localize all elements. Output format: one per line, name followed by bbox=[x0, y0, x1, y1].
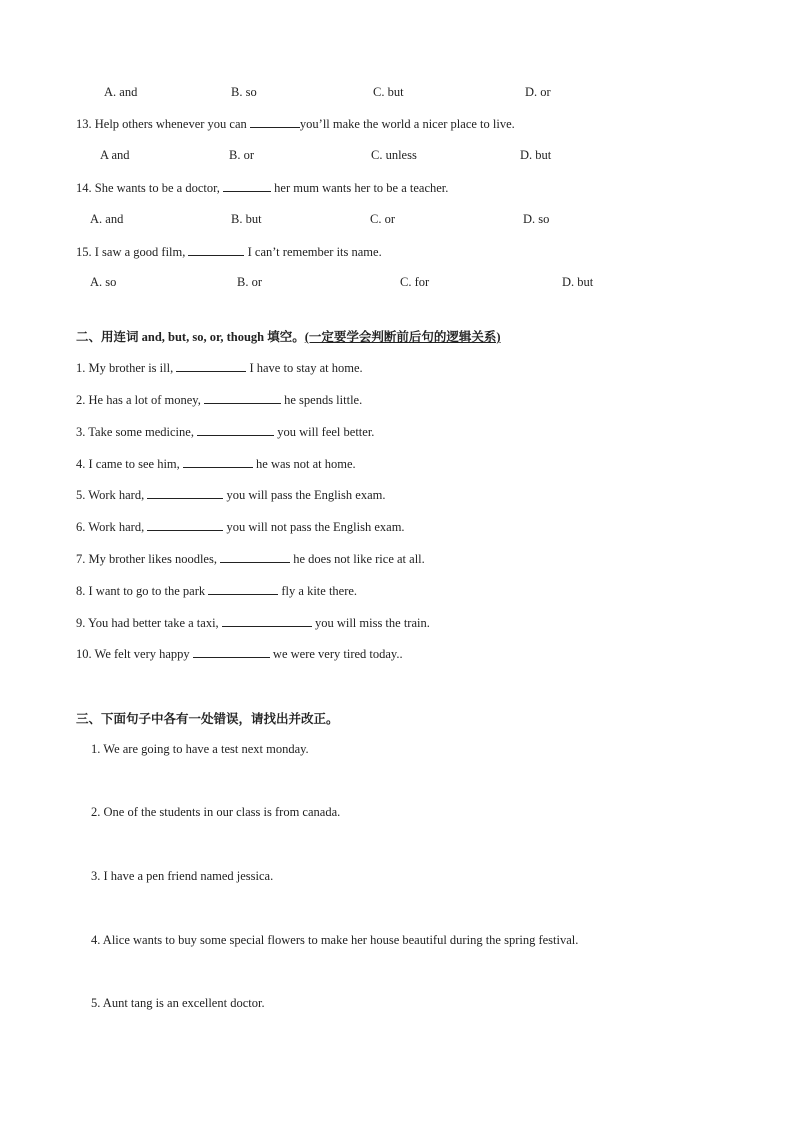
option-a: A. and bbox=[104, 85, 138, 99]
option-c: C. or bbox=[370, 212, 395, 226]
section-2-note: (一定要学会判断前后句的逻辑关系) bbox=[304, 330, 501, 344]
option-c: C. for bbox=[400, 275, 430, 289]
option-d: D. but bbox=[520, 148, 552, 162]
option-b: B. but bbox=[231, 212, 262, 226]
fill-item-2 bbox=[76, 392, 362, 408]
option-b: B. or bbox=[229, 148, 254, 162]
item-text: we were very tired today.. bbox=[269, 647, 403, 661]
question-13 bbox=[76, 116, 515, 132]
option-a: A and bbox=[100, 148, 130, 162]
correction-item-1: 1. We are going to have a test next monday. bbox=[91, 742, 309, 756]
item-text: you will pass the English exam. bbox=[223, 488, 386, 502]
answer-blank[interactable] bbox=[220, 551, 290, 563]
option-a: A. and bbox=[90, 212, 124, 226]
answer-blank[interactable] bbox=[197, 424, 274, 436]
item-text: he spends little. bbox=[280, 393, 363, 407]
answer-blank[interactable] bbox=[204, 392, 281, 404]
option-b: B. or bbox=[237, 275, 262, 289]
item-text: he was not at home. bbox=[252, 457, 356, 471]
correction-item-4: 4. Alice wants to buy some special flowers to make her house beautiful during the spring festival. bbox=[91, 933, 579, 947]
item-text: 4. I came to see him, bbox=[76, 457, 183, 471]
fill-item-3 bbox=[76, 424, 374, 440]
item-text: 10. We felt very happy bbox=[76, 647, 193, 661]
item-text: 5. Work hard, bbox=[76, 488, 148, 502]
question-text: 14. She wants to be a doctor, bbox=[76, 181, 224, 195]
answer-blank[interactable] bbox=[222, 615, 312, 627]
question-text: I can’t remember its name. bbox=[244, 245, 382, 259]
fill-item-7 bbox=[76, 551, 425, 567]
section-3-heading: 三、下面句子中各有一处错误，请找出并改正。 bbox=[76, 712, 339, 726]
option-b: B. so bbox=[231, 85, 257, 99]
fill-item-8 bbox=[76, 583, 357, 599]
answer-blank[interactable] bbox=[223, 180, 271, 192]
correction-item-5: 5. Aunt tang is an excellent doctor. bbox=[91, 996, 265, 1010]
fill-item-1 bbox=[76, 360, 363, 376]
option-c: C. but bbox=[373, 85, 404, 99]
answer-blank[interactable] bbox=[193, 646, 270, 658]
option-a: A. so bbox=[90, 275, 117, 289]
question-text: 15. I saw a good film, bbox=[76, 245, 189, 259]
item-text: I have to stay at home. bbox=[246, 361, 363, 375]
answer-blank[interactable] bbox=[250, 116, 300, 128]
option-d: D. so bbox=[523, 212, 550, 226]
correction-item-2: 2. One of the students in our class is from canada. bbox=[91, 805, 341, 819]
item-text: 1. My brother is ill, bbox=[76, 361, 177, 375]
item-text: 7. My brother likes noodles, bbox=[76, 552, 221, 566]
item-text: 6. Work hard, bbox=[76, 520, 148, 534]
item-text: fly a kite there. bbox=[278, 584, 358, 598]
option-d: D. but bbox=[562, 275, 594, 289]
question-text: 13. Help others whenever you can bbox=[76, 117, 250, 131]
item-text: you will miss the train. bbox=[311, 616, 430, 630]
option-d: D. or bbox=[525, 85, 551, 99]
question-text: you’ll make the world a nicer place to live. bbox=[299, 117, 515, 131]
section-2-heading bbox=[76, 327, 501, 345]
answer-blank[interactable] bbox=[147, 519, 223, 531]
item-text: 8. I want to go to the park bbox=[76, 584, 209, 598]
answer-blank[interactable] bbox=[208, 583, 278, 595]
item-text: you will feel better. bbox=[274, 425, 375, 439]
section-2-title: 二、用连词 and, but, so, or, though 填空。 bbox=[76, 330, 305, 344]
answer-blank[interactable] bbox=[188, 244, 244, 256]
answer-blank[interactable] bbox=[176, 360, 246, 372]
question-14 bbox=[76, 180, 448, 196]
fill-item-4 bbox=[76, 456, 356, 472]
answer-blank[interactable] bbox=[183, 456, 253, 468]
fill-item-5 bbox=[76, 487, 385, 503]
item-text: he does not like rice at all. bbox=[290, 552, 425, 566]
fill-item-6 bbox=[76, 519, 405, 535]
item-text: 2. He has a lot of money, bbox=[76, 393, 204, 407]
item-text: 3. Take some medicine, bbox=[76, 425, 198, 439]
item-text: 9. You had better take a taxi, bbox=[76, 616, 222, 630]
correction-item-3: 3. I have a pen friend named jessica. bbox=[91, 869, 274, 883]
option-c: C. unless bbox=[371, 148, 417, 162]
fill-item-9 bbox=[76, 615, 430, 631]
question-text: her mum wants her to be a teacher. bbox=[271, 181, 449, 195]
question-15 bbox=[76, 244, 382, 260]
item-text: you will not pass the English exam. bbox=[223, 520, 405, 534]
fill-item-10 bbox=[76, 646, 403, 662]
answer-blank[interactable] bbox=[147, 487, 223, 499]
